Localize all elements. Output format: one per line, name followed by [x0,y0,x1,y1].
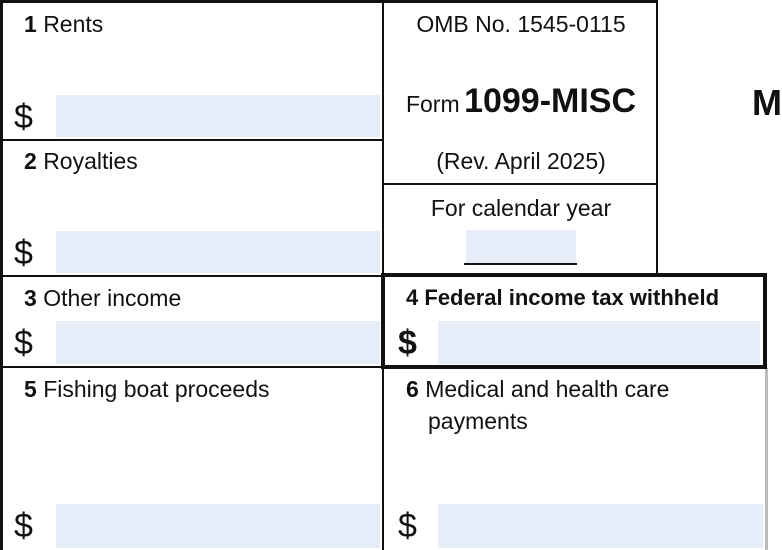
rents-dollar-sign: $ [14,98,33,136]
calendar-year-label: For calendar year [430,195,612,221]
rents-amount-field[interactable] [56,95,380,137]
omb-number: OMB No. 1545-0115 [416,11,626,37]
divider-row2 [0,275,383,277]
other-income-dollar-sign: $ [14,324,33,362]
divider-rents-royalties [0,139,383,141]
form-prefix: Form [405,91,460,117]
other-income-label: 3 Other income [24,285,182,311]
header-right-border [656,0,658,276]
fishing-boat-dollar-sign: $ [14,507,33,545]
royalties-dollar-sign: $ [14,234,33,272]
medical-label: 6 Medical and health care [406,376,670,402]
revision-date: (Rev. April 2025) [436,148,606,174]
form-name: 1099-MISC [464,82,637,120]
rents-label: 1 Rents [24,11,104,37]
divider-header-calendar [383,183,658,185]
right-bottom-border [765,368,768,550]
top-border [0,0,658,3]
medical-amount-field[interactable] [438,504,763,548]
royalties-amount-field[interactable] [56,231,380,273]
form-title [384,82,658,121]
royalties-label: 2 Royalties [24,148,138,174]
fishing-boat-amount-field[interactable] [56,504,380,548]
federal-tax-label: 4 Federal income tax withheld [406,285,720,310]
medical-label-line2: payments [428,408,528,434]
divider-row3 [0,366,383,368]
form-title-cut: M [752,82,782,123]
fishing-boat-label: 5 Fishing boat proceeds [24,376,270,402]
calendar-year-underline [464,263,577,265]
federal-tax-amount-field[interactable] [438,321,760,364]
other-income-amount-field[interactable] [56,321,380,364]
medical-dollar-sign: $ [398,507,417,545]
calendar-year-field[interactable] [466,230,576,263]
federal-tax-dollar-sign: $ [398,324,417,362]
